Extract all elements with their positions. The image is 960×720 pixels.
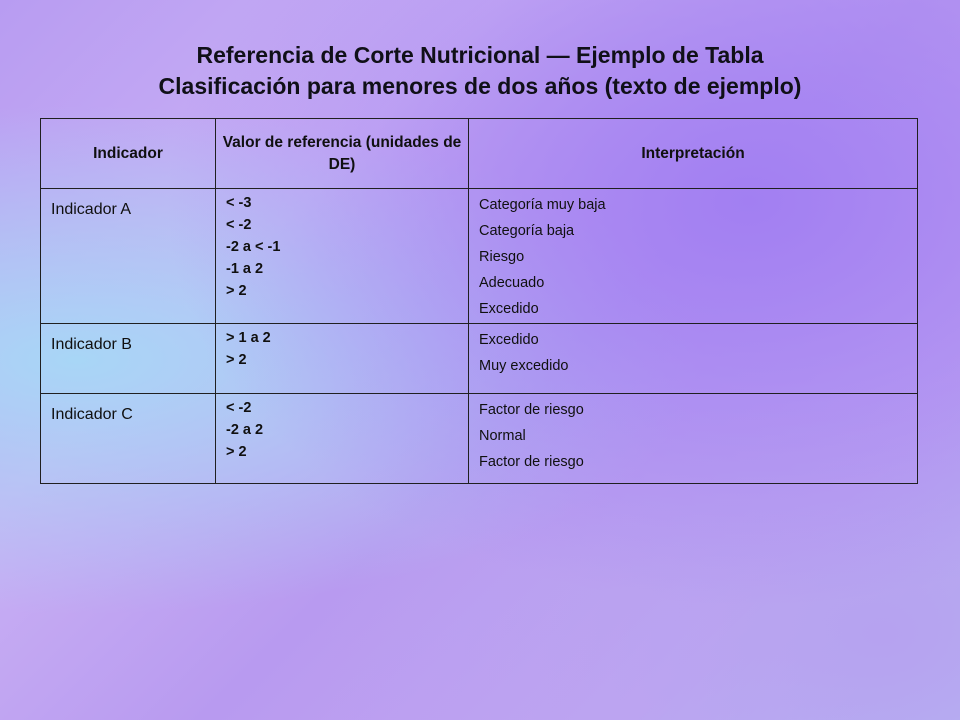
- description: Excedido: [479, 301, 539, 317]
- table-row: [41, 394, 918, 484]
- description: Factor de riesgo: [479, 402, 584, 418]
- description: Normal: [479, 428, 526, 444]
- point: < -2: [226, 400, 252, 416]
- title-line-1: Referencia de Corte Nutricional — Ejemplo de Tabla: [196, 42, 764, 68]
- row-c-points: [216, 394, 469, 484]
- row-c-descriptions: [469, 394, 918, 484]
- description: Categoría baja: [479, 223, 575, 239]
- header-punto-corte: Valor de referencia (unidades de DE): [216, 119, 469, 189]
- table-row: [41, 324, 918, 394]
- header-indicador: Indicador: [41, 119, 216, 189]
- slide-title: [20, 40, 940, 102]
- title-line-2: Clasificación para menores de dos años (texto de ejemplo): [158, 73, 802, 99]
- point: > 2: [226, 352, 247, 368]
- description: Factor de riesgo: [479, 454, 584, 470]
- row-a-descriptions: [469, 189, 918, 324]
- cutoff-table: [40, 118, 918, 484]
- point: > 1 a 2: [226, 330, 271, 346]
- point: < -2: [226, 217, 252, 233]
- row-a-indicator: Indicador A: [41, 189, 216, 324]
- point: < -3: [226, 195, 252, 211]
- table-row: [41, 189, 918, 324]
- point: > 2: [226, 283, 247, 299]
- description: Excedido: [479, 332, 539, 348]
- point: > 2: [226, 444, 247, 460]
- point: -2 a < -1: [226, 239, 281, 255]
- point: -2 a 2: [226, 422, 264, 438]
- row-b-descriptions: [469, 324, 918, 394]
- row-a-points: [216, 189, 469, 324]
- row-b-indicator: Indicador B: [41, 324, 216, 394]
- description: Categoría muy baja: [479, 197, 606, 213]
- description: Riesgo: [479, 249, 525, 265]
- header-denominacion: Interpretación: [469, 119, 918, 189]
- row-c-indicator: Indicador C: [41, 394, 216, 484]
- row-b-points: [216, 324, 469, 394]
- point: -1 a 2: [226, 261, 264, 277]
- description: Muy excedido: [479, 358, 569, 374]
- header-row: [41, 119, 918, 189]
- description: Adecuado: [479, 275, 545, 291]
